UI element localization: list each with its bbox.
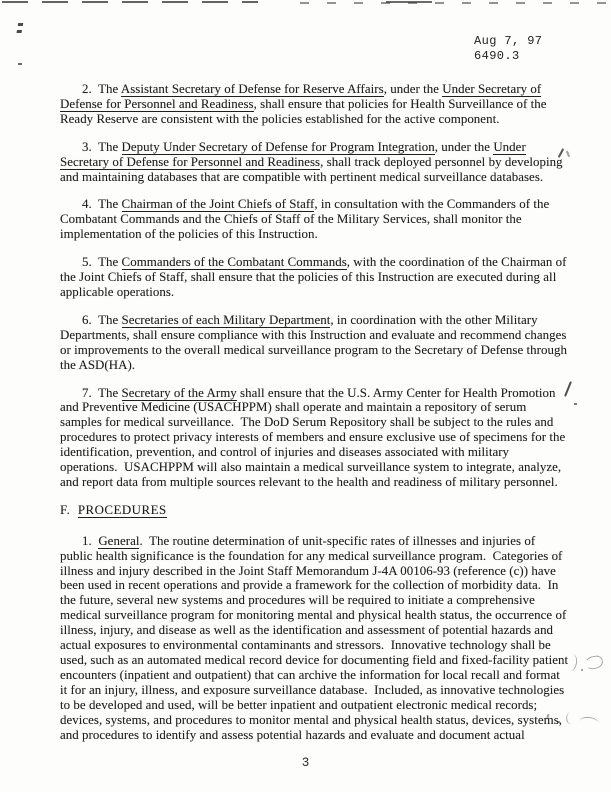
- para-2-assistant-secretary-reserve-affairs: [60, 82, 556, 127]
- pencil-mark-circle: [584, 654, 604, 670]
- scan-mark-left-colon: [18, 23, 24, 26]
- text-line: Defense for Personnel and Readiness, shall ensure that policies for Health Surveillance of the: [60, 96, 547, 111]
- text-line: 4. The Chairman of the Joint Chiefs of Staff, in consultation with the Commanders of the: [82, 197, 550, 212]
- text-line: F. PROCEDURES: [60, 502, 167, 517]
- section-f-procedures-heading: [60, 503, 556, 518]
- text-line: 3. The Deputy Under Secretary of Defense for Program Integration, under the Under: [82, 139, 526, 154]
- text-line: identification, prevention, and control of injuries and diseases associated with military: [60, 445, 510, 460]
- text-line: and report data from multiple sources relevant to the health and readiness of military personnel.: [60, 474, 558, 489]
- text-line: encounters (inpatient and outpatient) that can archive the information for local recall and format: [60, 667, 560, 682]
- document-body: [60, 82, 569, 742]
- text-line: samples for medical surveillance. The DoD Serum Repository shall be subject to the rules and: [60, 415, 554, 430]
- header-doc-number: 6490.3: [474, 49, 520, 63]
- pencil-mark-tilde: [579, 716, 600, 725]
- para-f1-general: [60, 533, 569, 743]
- pencil-mark-dot: [581, 669, 583, 671]
- text-line: used, such as an automated medical record device for documenting field and fixed-facility patient: [60, 653, 569, 667]
- text-line: the ASD(HA).: [60, 357, 136, 372]
- text-line: devices, systems, and procedures to monitor mental and physical health status, devices, systems,: [60, 712, 563, 727]
- pencil-mark-paren: [567, 653, 578, 671]
- text-line: and Preventive Medicine (USACHPPM) shall operate and maintain a repository of serum: [60, 400, 527, 415]
- text-line: 7. The Secretary of the Army shall ensure that the U.S. Army Center for Health Promotion: [82, 385, 556, 400]
- text-line: 2. The Assistant Secretary of Defense for Reserve Affairs, under the Under Secretary of: [82, 82, 542, 96]
- scan-noise-top-right: [300, 2, 608, 4]
- text-line: been used in recent operations and provide a framework for the collection of morbidity data. In: [60, 578, 559, 593]
- scan-mark-right-dot: [574, 403, 577, 405]
- text-line: operations. USACHPPM will also maintain a medical surveillance system to integrate, analyze,: [60, 460, 562, 475]
- text-line: implementation of the policies of this Instruction.: [60, 227, 318, 242]
- header-date: Aug 7, 97: [474, 34, 543, 48]
- text-line: 6. The Secretaries of each Military Department, in coordination with the other Military: [82, 312, 538, 327]
- para-3-deputy-under-secretary-program-integration: [60, 139, 563, 185]
- text-line: Departments, shall ensure compliance with this Instruction and evaluate and recommend changes: [60, 327, 567, 342]
- text-line: and procedures to identify and assess potential hazards and evaluate and document actual: [60, 727, 525, 742]
- para-5-commanders-combatant-commands: [60, 255, 567, 300]
- text-line: public health significance is the foundation for any medical surveillance program. Categories of: [60, 548, 563, 563]
- scan-noise-top-center: [386, 1, 432, 3]
- para-7-secretary-of-the-army: [60, 385, 566, 490]
- scan-mark-right-slash: [564, 381, 572, 397]
- text-line: Ready Reserve are consistent with the policies established for the active component.: [60, 111, 500, 126]
- text-line: actual exposures to environmental contaminants and stressors. Innovative technology shall be: [60, 638, 551, 653]
- text-line: procedures to protect privacy interests of members and ensure exclusive use of specimens for the: [60, 430, 566, 445]
- text-line: or improvements to the overall medical surveillance program to the Secretary of Defense through: [60, 342, 567, 357]
- scan-noise-top-left: [2, 1, 258, 3]
- text-line: illness and injury described in the Joint Staff Memorandum J-4A 00106-93 (reference (c)) have: [60, 563, 556, 578]
- text-line: Secretary of Defense for Personnel and Readiness, shall track deployed personnel by developing: [60, 154, 563, 169]
- text-line: 1. General. The routine determination of unit-specific rates of illnesses and injuries of: [82, 533, 536, 548]
- page-number: 3: [301, 756, 310, 770]
- document-header: [474, 34, 542, 64]
- text-line: the future, several new systems and procedures will be required to initiate a comprehensive: [60, 593, 535, 608]
- text-line: Combatant Commands and the Chiefs of Staff of the Military Services, shall monitor the: [60, 212, 522, 227]
- text-line: the Joint Chiefs of Staff, shall ensure that the policies of this Instruction are executed during all: [60, 270, 557, 285]
- text-line: and maintaining databases that are compatible with pertinent medical surveillance databases.: [60, 169, 544, 184]
- text-line: 5. The Commanders of the Combatant Commands, with the coordination of the Chairman of: [82, 255, 567, 270]
- text-line: applicable operations.: [60, 284, 175, 299]
- scan-mark-left-dot: [18, 63, 22, 65]
- para-6-secretaries-military-departments: [60, 312, 567, 373]
- text-line: it for an injury, illness, and exposure surveillance database. Included, as innovative technologies: [60, 682, 565, 697]
- scan-mark-right-tick-small: [566, 151, 570, 157]
- pencil-mark-arc: [565, 711, 578, 725]
- text-line: to be developed and used, will be better inpatient and outpatient electronic medical records;: [60, 697, 538, 712]
- para-4-chairman-joint-chiefs: [60, 197, 556, 242]
- text-line: medical surveillance program for monitoring mental and physical health status, the occurrence of: [60, 608, 567, 623]
- text-line: illness, injury, and disease as well as the identification and assessment of potential hazards and: [60, 623, 554, 638]
